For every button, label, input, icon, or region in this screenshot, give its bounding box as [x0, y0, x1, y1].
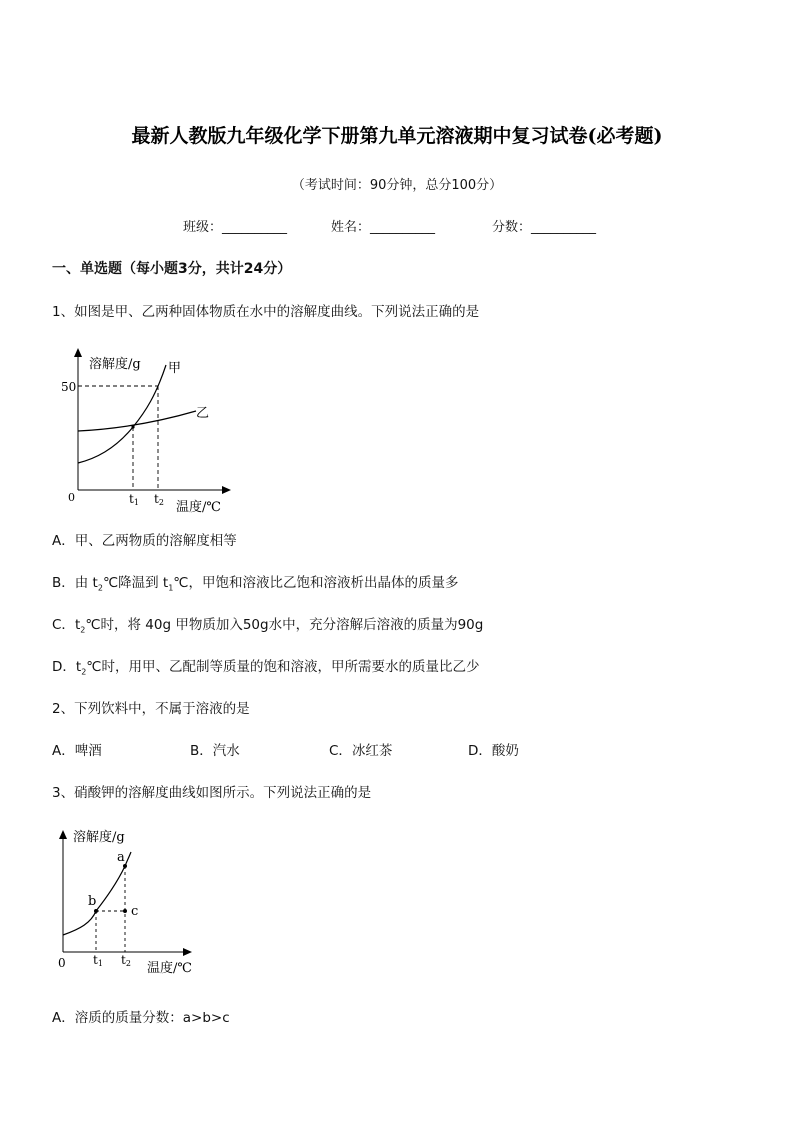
q3-x-tick-t2-sub: 2	[125, 959, 131, 968]
q1-x-axis-label: 温度/℃	[176, 500, 221, 515]
q1-option-b[interactable]	[52, 571, 458, 593]
name-blank: __________	[370, 220, 436, 235]
q2-option-d[interactable]	[468, 739, 519, 759]
section-heading: 一、单选题（每小题3分，共计24分）	[52, 261, 292, 277]
q1-option-a-text: 甲、乙两物质的溶解度相等	[74, 533, 237, 549]
q3-point-b	[94, 909, 98, 913]
q1-option-d-sub: 2	[81, 667, 87, 677]
q1-x-tick-t1-main: t	[129, 492, 134, 506]
q2-option-a[interactable]	[52, 739, 102, 759]
question-3-figure	[55, 825, 215, 980]
q2-option-c[interactable]	[329, 739, 392, 759]
q1-option-d-text-1: t	[75, 659, 82, 675]
q1-option-c-letter: C．	[52, 617, 75, 633]
series-label-yi: 乙	[196, 406, 210, 421]
name-field	[331, 216, 435, 235]
q1-x-tick-t2-sub: 2	[158, 498, 164, 507]
q1-option-b-sub-1: 2	[97, 583, 103, 593]
q3-x-axis-label: 温度/℃	[147, 961, 192, 976]
q1-option-d-text-2: ℃时，用甲、乙配制等质量的饱和溶液，甲所需要水的质量比乙少	[86, 659, 480, 675]
score-blank: __________	[531, 220, 597, 235]
score-field	[492, 216, 596, 235]
q1-option-c[interactable]	[52, 613, 483, 635]
q3-x-tick-t2-main: t	[121, 953, 126, 967]
q2-option-c-letter: C．	[329, 743, 352, 759]
q1-option-b-letter: B．	[52, 575, 75, 591]
class-blank: __________	[222, 220, 288, 235]
q1-option-c-text-1: t	[74, 617, 81, 633]
q3-x-tick-t1-sub: 1	[97, 959, 103, 968]
q1-x-tick-t1-sub: 1	[133, 498, 139, 507]
q3-label-a: a	[117, 850, 125, 865]
q1-x-tick-t2	[154, 492, 164, 507]
q1-y-arrow	[74, 348, 82, 357]
q3-option-a[interactable]	[52, 1006, 230, 1026]
page-title: 最新人教版九年级化学下册第九单元溶液期中复习试卷(必考题)	[131, 125, 663, 147]
q1-option-b-text-3: ℃，甲饱和溶液比乙饱和溶液析出晶体的质量多	[173, 575, 459, 591]
q1-x-arrow	[222, 486, 231, 494]
curve-jia	[78, 365, 166, 463]
q1-x-tick-t2-main: t	[154, 492, 159, 506]
question-1-stem: 1、如图是甲、乙两种固体物质在水中的溶解度曲线。下列说法正确的是	[52, 304, 480, 320]
q3-point-c	[123, 909, 127, 913]
q3-y-arrow	[59, 830, 67, 839]
q1-option-c-sub: 2	[80, 625, 86, 635]
q1-option-d[interactable]	[52, 655, 479, 677]
q3-x-tick-t1	[93, 953, 103, 968]
q1-option-b-text-1: 由 t	[74, 575, 98, 591]
q2-option-d-text: 酸奶	[491, 743, 519, 759]
q3-label-c: c	[131, 904, 139, 919]
q1-option-b-sub-2: 1	[168, 583, 174, 593]
name-label: 姓名：	[331, 220, 371, 235]
class-field	[183, 216, 287, 235]
score-label: 分数：	[492, 220, 532, 235]
q2-option-a-letter: A．	[52, 743, 75, 759]
question-1-figure	[58, 345, 248, 520]
class-label: 班级：	[183, 220, 223, 235]
q3-option-a-text: 溶质的质量分数：a>b>c	[74, 1010, 230, 1026]
q1-intersection	[131, 425, 134, 428]
q3-x-arrow	[183, 948, 192, 956]
q1-option-d-letter: D．	[52, 659, 76, 675]
q1-x-tick-t1	[129, 492, 139, 507]
exam-info: （考试时间：90分钟，总分100分）	[291, 178, 503, 193]
q1-option-a[interactable]	[52, 529, 237, 549]
q3-y-axis-label: 溶解度/g	[73, 830, 125, 845]
q1-origin-label: 0	[68, 491, 75, 504]
q3-x-tick-t2	[121, 953, 131, 968]
q3-label-b: b	[88, 894, 97, 909]
q2-option-b-text: 汽水	[212, 743, 240, 759]
question-2-stem: 2、下列饮料中，不属于溶液的是	[52, 701, 250, 717]
q2-option-b-letter: B．	[190, 743, 213, 759]
q1-y-axis-label: 溶解度/g	[89, 357, 141, 372]
series-label-jia: 甲	[168, 361, 182, 376]
q2-option-d-letter: D．	[468, 743, 492, 759]
q2-option-b[interactable]	[190, 739, 240, 759]
question-3-stem: 3、硝酸钾的溶解度曲线如图所示。下列说法正确的是	[52, 785, 372, 801]
q1-option-b-text-2: ℃降温到 t	[102, 575, 169, 591]
q3-origin-label: 0	[58, 956, 66, 970]
q3-x-tick-t1-main: t	[93, 953, 98, 967]
q1-option-a-letter: A．	[52, 533, 75, 549]
q3-option-a-letter: A．	[52, 1010, 75, 1026]
q2-option-a-text: 啤酒	[74, 743, 102, 759]
q2-option-c-text: 冰红茶	[351, 743, 393, 759]
q1-y-tick-50: 50	[61, 380, 77, 394]
q1-option-c-text-2: ℃时，将 40g 甲物质加入50g水中，充分溶解后溶液的质量为90g	[85, 617, 484, 633]
